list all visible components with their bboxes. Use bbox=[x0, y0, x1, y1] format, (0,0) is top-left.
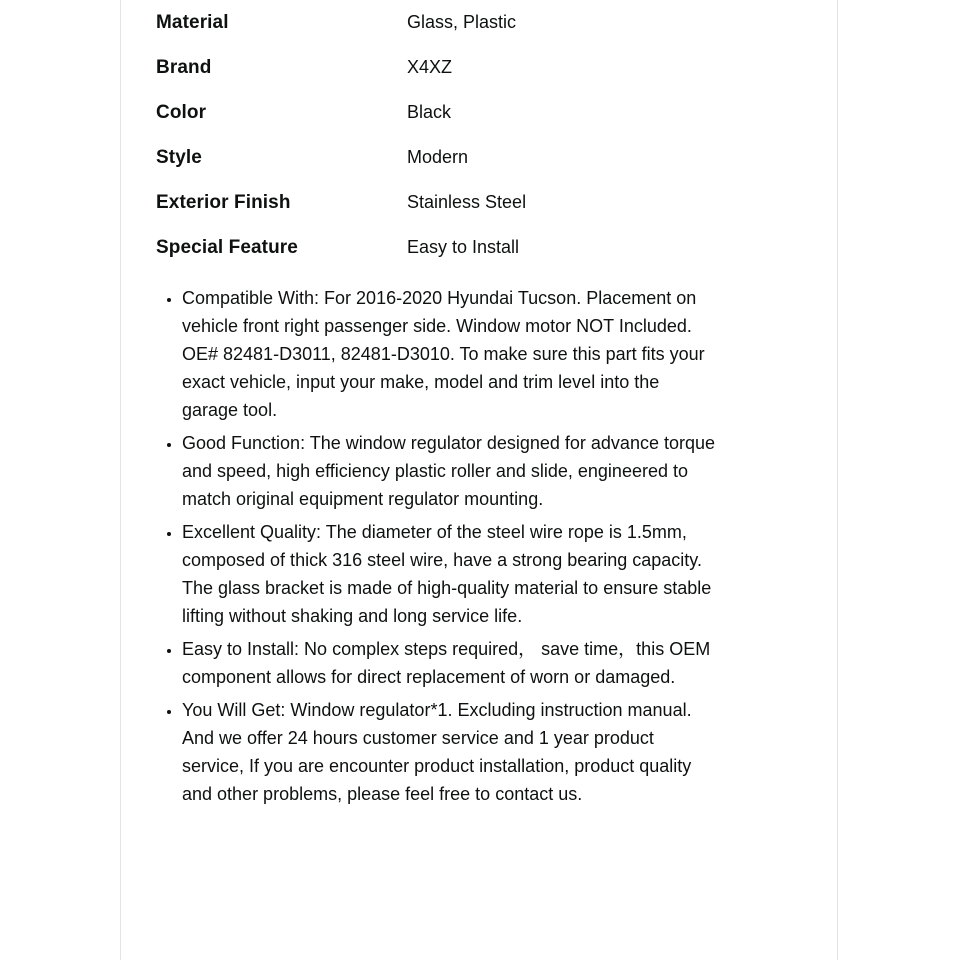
bullet-good-function: • Good Function: The window regulator designed for advance torque and speed, high efficiency plastic roller and slide, engineered to match original equipment regulator mounting. bbox=[182, 429, 719, 513]
spec-label: Color bbox=[156, 101, 207, 123]
spec-row-exterior-finish bbox=[156, 180, 817, 225]
product-content-column bbox=[120, 0, 838, 960]
spec-value: Easy to Install bbox=[407, 237, 520, 257]
spec-row-special-feature bbox=[156, 225, 817, 270]
spec-label: Special Feature bbox=[156, 236, 298, 258]
spec-value: Glass, Plastic bbox=[407, 12, 517, 32]
spec-label: Exterior Finish bbox=[156, 191, 291, 213]
spec-value: X4XZ bbox=[407, 57, 453, 77]
bullet-compatible-with: • Compatible With: For 2016-2020 Hyundai Tucson. Placement on vehicle front right passenger side. Window motor NOT Included. OE# 82481-D3011, 82481-D3010. To make sure this part fits your exact vehicle, input your make, model and trim level into the garage tool. bbox=[182, 284, 719, 424]
product-spec-table bbox=[121, 0, 837, 270]
spec-value: Stainless Steel bbox=[407, 192, 527, 212]
bullet-excellent-quality: • Excellent Quality: The diameter of the steel wire rope is 1.5mm, composed of thick 316 steel wire, have a strong bearing capacity. The glass bracket is made of high-quality material to ensure stable lifting without shaking and long service life. bbox=[182, 518, 719, 630]
spec-value: Modern bbox=[407, 147, 469, 167]
spec-row-material bbox=[156, 0, 817, 45]
spec-row-brand bbox=[156, 45, 817, 90]
spec-row-style bbox=[156, 135, 817, 180]
spec-label: Material bbox=[156, 11, 229, 33]
spec-label: Style bbox=[156, 146, 202, 168]
spec-label: Brand bbox=[156, 56, 212, 78]
bullet-you-will-get: • You Will Get: Window regulator*1. Excluding instruction manual. And we offer 24 hours customer service and 1 year product service, If you are encounter product installation, product quality and other problems, please feel free to contact us. bbox=[182, 696, 719, 808]
product-feature-bullets bbox=[121, 284, 837, 808]
spec-row-color bbox=[156, 90, 817, 135]
spec-value: Black bbox=[407, 102, 452, 122]
bullet-easy-to-install: • Easy to Install: No complex steps required， save time，this OEM component allows for direct replacement of worn or damaged. bbox=[182, 635, 719, 691]
